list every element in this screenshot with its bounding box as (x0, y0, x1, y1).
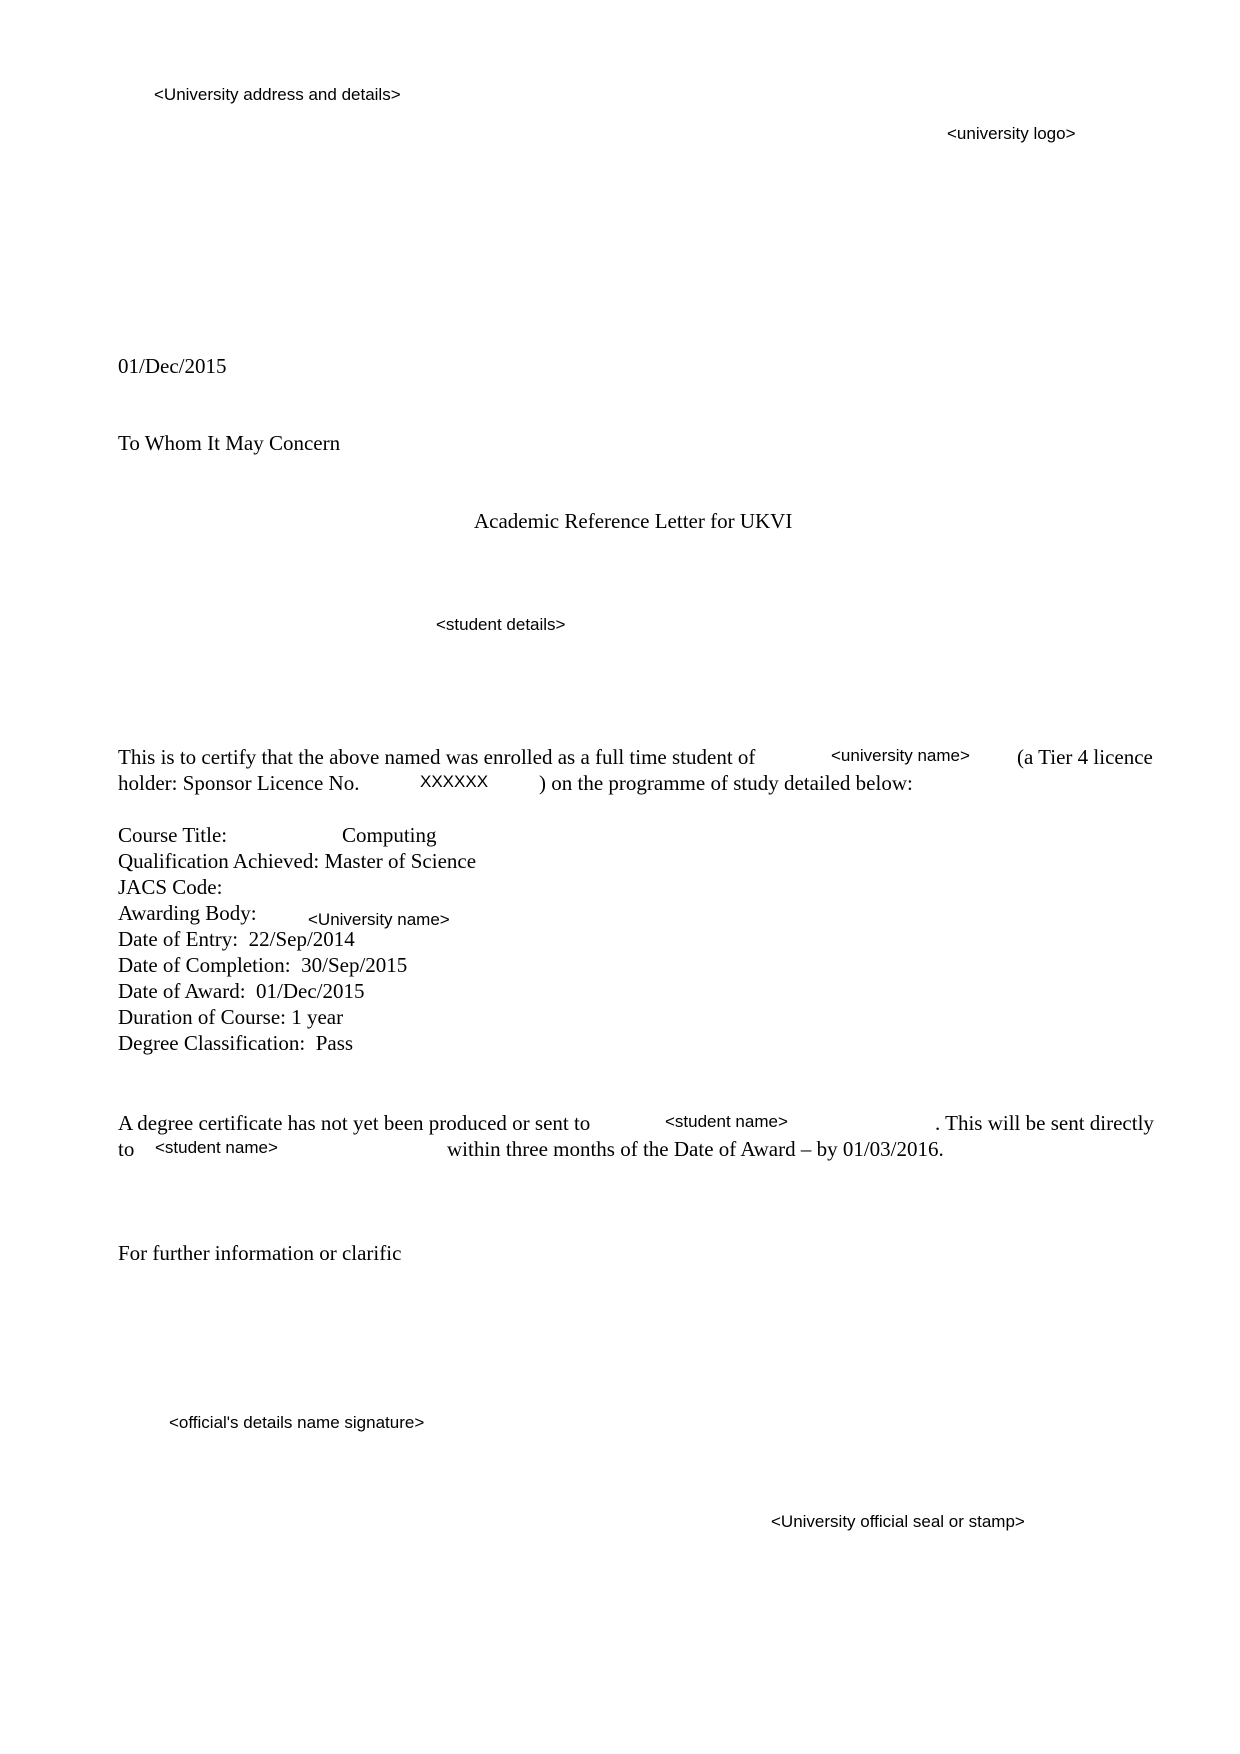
sponsor-licence-number: XXXXXX (420, 772, 489, 791)
duration-value: 1 year (291, 1005, 344, 1029)
jacs-row (118, 877, 222, 898)
certificate-line1-end: . This will be sent directly (935, 1111, 1154, 1135)
university-seal-placeholder: <University official seal or stamp> (771, 1512, 1025, 1531)
certify-line1-start: This is to certify that the above named was enrolled as a full time student of (118, 745, 756, 769)
university-logo-placeholder: <university logo> (947, 124, 1076, 143)
qualification-label: Qualification Achieved: (118, 849, 320, 873)
date-of-award-value: 01/Dec/2015 (256, 979, 365, 1003)
certificate-line2-end: within three months of the Date of Award – by 01/03/2016. (447, 1137, 944, 1161)
duration-row (118, 1007, 343, 1028)
date-of-completion-value: 30/Sep/2015 (301, 953, 408, 977)
qualification-value: Master of Science (324, 849, 477, 873)
certificate-line2-start: to (118, 1137, 135, 1161)
letter-date: 01/Dec/2015 (118, 354, 227, 378)
duration-label: Duration of Course: (118, 1005, 286, 1029)
certify-line1-end: (a Tier 4 licence (1017, 745, 1153, 769)
certify-line2-start: holder: Sponsor Licence No. (118, 771, 360, 795)
date-of-entry-row (118, 929, 355, 950)
date-of-completion-row (118, 955, 407, 976)
degree-classification-row (118, 1033, 353, 1054)
certify-line2-end: ) on the programme of study detailed below: (539, 771, 913, 795)
date-of-entry-label: Date of Entry: (118, 927, 239, 951)
date-of-entry-value: 22/Sep/2014 (248, 927, 355, 951)
university-address: <University address and details> (154, 85, 401, 104)
salutation: To Whom It May Concern (118, 431, 341, 455)
official-details-placeholder: <official's details name signature> (169, 1413, 425, 1432)
certificate-line1-start: A degree certificate has not yet been produced or sent to (118, 1111, 591, 1135)
awarding-body-value: <University name> (308, 910, 450, 929)
course-title-value: Computing (342, 823, 437, 847)
letter-title: Academic Reference Letter for UKVI (474, 509, 793, 533)
university-name-placeholder: <university name> (831, 746, 970, 765)
course-title-row (118, 825, 437, 846)
jacs-label: JACS Code: (118, 875, 223, 899)
degree-classification-label: Degree Classification: (118, 1031, 306, 1055)
date-of-completion-label: Date of Completion: (118, 953, 291, 977)
student-name-placeholder-1: <student name> (665, 1112, 788, 1131)
student-name-placeholder-2: <student name> (155, 1138, 278, 1157)
further-information-text: For further information or clarific (118, 1243, 402, 1264)
date-of-award-row (118, 981, 365, 1002)
awarding-body-label: Awarding Body: (118, 901, 257, 925)
student-details-placeholder: <student details> (436, 615, 566, 634)
degree-classification-value: Pass (315, 1031, 354, 1055)
qualification-row (118, 851, 476, 872)
date-of-award-label: Date of Award: (118, 979, 246, 1003)
awarding-body-row (118, 901, 450, 929)
course-title-label: Course Title: (118, 823, 228, 847)
